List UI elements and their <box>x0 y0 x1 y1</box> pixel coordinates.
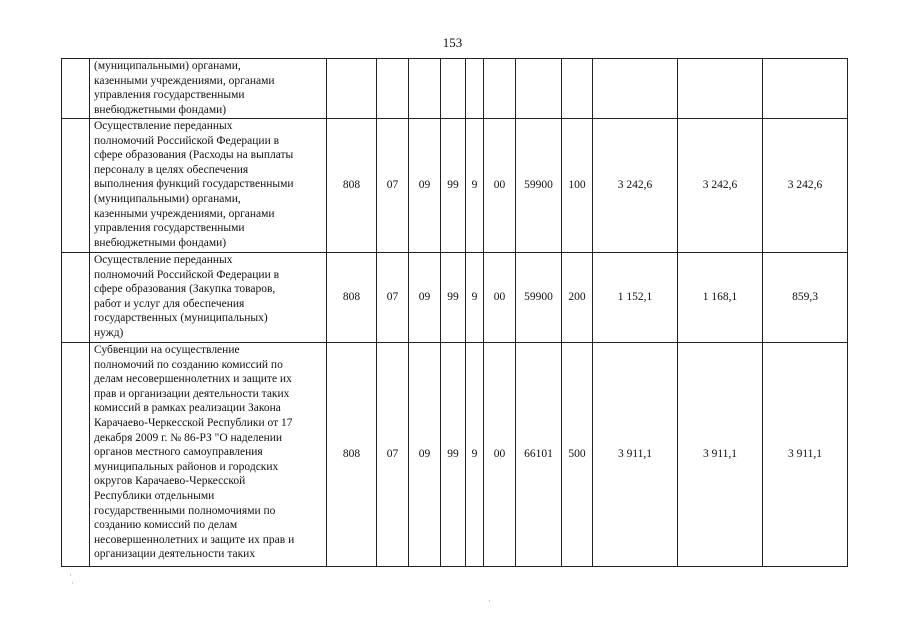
description-line: Субвенции на осуществление <box>94 344 240 356</box>
amount-year-3-cell: 3 911,1 <box>763 343 848 567</box>
description-line: полномочий Российской Федерации в <box>94 268 280 281</box>
table-row <box>62 343 848 567</box>
ministry-code-cell: 808 <box>327 119 377 253</box>
description-line: Осуществление переданных <box>94 254 233 266</box>
section-code-cell: 07 <box>377 343 409 567</box>
table-row <box>62 253 848 343</box>
subprogram-code-cell: 9 <box>466 253 484 343</box>
description-line: организации деятельности таких <box>94 548 256 561</box>
program-code-cell: 99 <box>441 343 466 567</box>
expense-type-code-cell: 100 <box>562 119 593 253</box>
description-line: выполнения функций государственными <box>94 178 294 191</box>
description-line: полномочий по созданию комиссий по <box>94 358 283 371</box>
description-line: органов местного самоуправления <box>94 446 263 459</box>
amount-year-2-cell: 3 911,1 <box>678 343 763 567</box>
amount-year-1-cell: 1 152,1 <box>593 253 678 343</box>
description-line: нужд) <box>94 326 124 339</box>
direction-code-cell <box>516 59 562 119</box>
subprogram-code-cell: 9 <box>466 119 484 253</box>
description-cell <box>90 59 327 119</box>
direction-code-cell: 59900 <box>516 253 562 343</box>
row-index-cell <box>62 59 90 119</box>
amount-year-2-cell: 3 242,6 <box>678 119 763 253</box>
page-number: 153 <box>442 35 463 50</box>
description-line: сфере образования (Расходы на выплаты <box>94 149 294 162</box>
description-line: сфере образования (Закупка товаров, <box>94 283 276 296</box>
amount-year-2-cell: 1 168,1 <box>678 253 763 343</box>
row-index-cell <box>62 119 90 253</box>
description-line: Осуществление переданных <box>94 120 233 132</box>
program-code-cell: 99 <box>441 119 466 253</box>
description-cell <box>90 119 327 253</box>
row-index-cell <box>62 343 90 567</box>
subsection-code-cell <box>409 59 441 119</box>
description-line: работ и услуг для обеспечения <box>94 297 245 310</box>
amount-year-1-cell: 3 911,1 <box>593 343 678 567</box>
description-line: внебюджетными фондами) <box>94 236 227 249</box>
description-cell <box>90 343 327 567</box>
description-line: муниципальных районов и городских <box>94 460 279 473</box>
amount-year-3-cell <box>763 59 848 119</box>
event-code-cell: 00 <box>484 253 516 343</box>
description-line: казенными учреждениями, органами <box>94 74 275 87</box>
description-line: управления государственными <box>94 222 245 235</box>
scan-speck: · <box>71 578 74 588</box>
program-code-cell: 99 <box>441 253 466 343</box>
amount-year-1-cell <box>593 59 678 119</box>
description-line: государственных (муниципальных) <box>94 312 268 325</box>
ministry-code-cell: 808 <box>327 253 377 343</box>
subprogram-code-cell: 9 <box>466 343 484 567</box>
section-code-cell: 07 <box>377 119 409 253</box>
amount-year-1-cell: 3 242,6 <box>593 119 678 253</box>
event-code-cell: 00 <box>484 119 516 253</box>
event-code-cell: 00 <box>484 343 516 567</box>
description-line: прав и организации деятельности таких <box>94 387 290 400</box>
section-code-cell <box>377 59 409 119</box>
expense-type-code-cell: 200 <box>562 253 593 343</box>
description-line: внебюджетными фондами) <box>94 103 227 116</box>
subprogram-code-cell <box>466 59 484 119</box>
description-line: Республики отдельными <box>94 489 215 502</box>
description-line: (муниципальными) органами, <box>94 192 241 205</box>
description-line: государственными полномочиями по <box>94 504 276 517</box>
amount-year-3-cell: 3 242,6 <box>763 119 848 253</box>
section-code-cell: 07 <box>377 253 409 343</box>
scan-speck: · <box>488 596 491 606</box>
description-line: созданию комиссий по делам <box>94 519 238 532</box>
description-line: персоналу в целях обеспечения <box>94 163 249 176</box>
description-line: несовершеннолетних и защите их прав и <box>94 533 295 546</box>
amount-year-3-cell: 859,3 <box>763 253 848 343</box>
description-line: Карачаево-Черкесской Республики от 17 <box>94 416 293 429</box>
table-row <box>62 59 848 119</box>
description-line: управления государственными <box>94 89 245 102</box>
description-line: полномочий Российской Федерации в <box>94 134 280 147</box>
subsection-code-cell: 09 <box>409 253 441 343</box>
expense-type-code-cell: 500 <box>562 343 593 567</box>
description-line: комиссий в рамках реализации Закона <box>94 402 281 415</box>
program-code-cell <box>441 59 466 119</box>
scan-speck: · <box>69 570 72 580</box>
description-line: (муниципальными) органами, <box>94 60 241 72</box>
expense-type-code-cell <box>562 59 593 119</box>
description-line: казенными учреждениями, органами <box>94 207 275 220</box>
table-row <box>62 119 848 253</box>
row-index-cell <box>62 253 90 343</box>
budget-table <box>61 58 848 567</box>
event-code-cell <box>484 59 516 119</box>
direction-code-cell: 66101 <box>516 343 562 567</box>
description-cell <box>90 253 327 343</box>
ministry-code-cell <box>327 59 377 119</box>
subsection-code-cell: 09 <box>409 119 441 253</box>
direction-code-cell: 59900 <box>516 119 562 253</box>
description-line: делам несовершеннолетних и защите их <box>94 373 292 386</box>
description-line: округов Карачаево-Черкесской <box>94 475 246 488</box>
subsection-code-cell: 09 <box>409 343 441 567</box>
amount-year-2-cell <box>678 59 763 119</box>
budget-table-body <box>62 59 848 567</box>
description-line: декабря 2009 г. № 86-РЗ "О наделении <box>94 431 283 444</box>
ministry-code-cell: 808 <box>327 343 377 567</box>
